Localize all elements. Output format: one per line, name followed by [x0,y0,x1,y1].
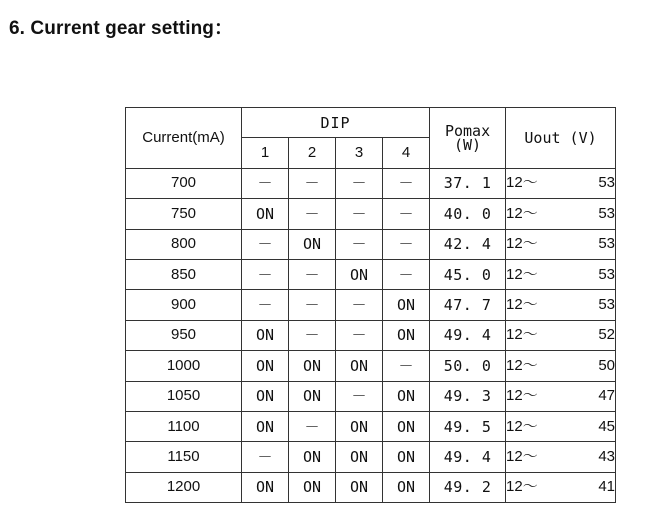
uout-max: 50 [598,356,616,374]
cell-dip-2: ON [289,381,336,411]
cell-dip-3: － [336,381,383,411]
cell-dip-3: － [336,229,383,259]
cell-dip-3: － [336,320,383,350]
table-row [126,442,616,472]
uout-max: 53 [598,204,616,222]
cell-dip-4: ON [383,411,430,441]
cell-dip-1: ON [242,472,289,502]
uout-min: 12～ [506,356,538,374]
cell-dip-2: ON [289,442,336,472]
cell-current: 950 [126,320,242,350]
cell-current: 1000 [126,351,242,381]
uout-min: 12～ [506,265,538,283]
cell-dip-2: － [289,290,336,320]
cell-dip-2: ON [289,229,336,259]
cell-dip-4: － [383,168,430,198]
uout-max: 52 [598,326,616,344]
cell-current: 750 [126,199,242,229]
uout-max: 53 [598,296,616,314]
cell-dip-2: － [289,199,336,229]
table-body [126,168,616,502]
uout-max: 47 [598,387,616,405]
cell-current: 900 [126,290,242,320]
uout-min: 12～ [506,326,538,344]
header-pomax: Pomax (W) [430,108,506,169]
table-row [126,168,616,198]
cell-uout [506,351,616,381]
cell-dip-4: ON [383,442,430,472]
uout-max: 45 [598,417,616,435]
cell-uout [506,199,616,229]
uout-max: 53 [598,265,616,283]
uout-max: 43 [598,447,616,465]
cell-uout [506,259,616,289]
table-row [126,381,616,411]
cell-pomax: 47. 7 [430,290,506,320]
cell-pomax: 37. 1 [430,168,506,198]
header-dip-2: 2 [289,138,336,168]
cell-dip-3: － [336,199,383,229]
cell-pomax: 49. 5 [430,411,506,441]
cell-dip-2: － [289,259,336,289]
uout-min: 12～ [506,478,538,496]
table-row [126,199,616,229]
cell-dip-3: ON [336,442,383,472]
uout-min: 12～ [506,204,538,222]
cell-uout [506,472,616,502]
table-row [126,351,616,381]
cell-pomax: 49. 4 [430,320,506,350]
section-heading: 6. Current gear setting： [9,18,234,39]
cell-dip-4: － [383,199,430,229]
header-dip-4: 4 [383,138,430,168]
cell-dip-1: ON [242,320,289,350]
cell-pomax: 49. 3 [430,381,506,411]
uout-min: 12～ [506,296,538,314]
cell-current: 1150 [126,442,242,472]
table-row [126,472,616,502]
cell-pomax: 40. 0 [430,199,506,229]
header-current: Current(mA) [126,108,242,169]
cell-uout [506,320,616,350]
cell-current: 1050 [126,381,242,411]
cell-dip-1: － [242,442,289,472]
uout-min: 12～ [506,447,538,465]
cell-dip-1: － [242,259,289,289]
cell-dip-3: ON [336,351,383,381]
cell-dip-1: － [242,229,289,259]
current-gear-table [125,107,616,503]
cell-dip-2: － [289,320,336,350]
cell-dip-3: － [336,168,383,198]
cell-uout [506,442,616,472]
header-dip-3: 3 [336,138,383,168]
cell-pomax: 45. 0 [430,259,506,289]
cell-dip-2: － [289,411,336,441]
cell-pomax: 50. 0 [430,351,506,381]
cell-dip-3: ON [336,472,383,502]
cell-dip-4: ON [383,290,430,320]
table-row [126,411,616,441]
cell-dip-1: ON [242,381,289,411]
cell-dip-1: ON [242,199,289,229]
uout-min: 12～ [506,235,538,253]
header-uout: Uout (V) [506,108,616,169]
table-row [126,259,616,289]
cell-dip-1: － [242,168,289,198]
table-row [126,229,616,259]
uout-max: 53 [598,235,616,253]
cell-current: 1100 [126,411,242,441]
cell-dip-1: － [242,290,289,320]
cell-uout [506,168,616,198]
cell-dip-2: ON [289,351,336,381]
cell-dip-2: － [289,168,336,198]
cell-dip-4: － [383,351,430,381]
cell-pomax: 49. 2 [430,472,506,502]
cell-current: 1200 [126,472,242,502]
uout-max: 41 [598,478,616,496]
cell-current: 850 [126,259,242,289]
cell-dip-1: ON [242,411,289,441]
uout-max: 53 [598,174,616,192]
cell-dip-3: ON [336,411,383,441]
cell-current: 800 [126,229,242,259]
table-header-row [126,108,616,138]
cell-dip-1: ON [242,351,289,381]
cell-dip-3: ON [336,259,383,289]
cell-uout [506,290,616,320]
cell-dip-2: ON [289,472,336,502]
cell-uout [506,381,616,411]
uout-min: 12～ [506,174,538,192]
cell-dip-4: ON [383,320,430,350]
uout-min: 12～ [506,417,538,435]
cell-dip-4: ON [383,381,430,411]
table-row [126,320,616,350]
cell-dip-4: － [383,229,430,259]
cell-pomax: 42. 4 [430,229,506,259]
header-dip-1: 1 [242,138,289,168]
table-row [126,290,616,320]
cell-pomax: 49. 4 [430,442,506,472]
header-dip: DIP [242,108,430,138]
uout-min: 12～ [506,387,538,405]
cell-dip-4: － [383,259,430,289]
cell-dip-4: ON [383,472,430,502]
cell-dip-3: － [336,290,383,320]
cell-uout [506,411,616,441]
cell-current: 700 [126,168,242,198]
cell-uout [506,229,616,259]
